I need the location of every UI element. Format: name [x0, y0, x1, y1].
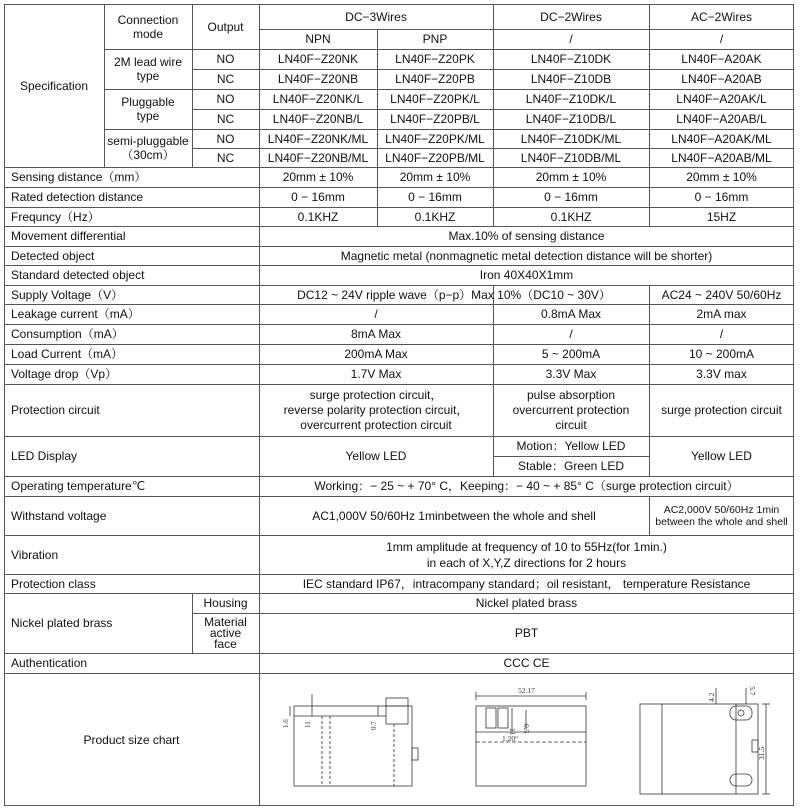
dim-label: 1.20°: [502, 734, 519, 743]
header-output: Output: [207, 19, 244, 34]
header-ac2: AC−2Wires: [690, 9, 752, 24]
row-label-protection: Protection circuit: [11, 403, 100, 417]
dim-label: 11: [304, 721, 312, 728]
header-npn: NPN: [305, 32, 331, 46]
dim-label: 31.5: [757, 746, 766, 760]
model-cell: LN40F−Z20PK/L: [390, 92, 480, 106]
value-cell: 3.3V max: [696, 367, 747, 381]
value-cell: Max.10% of sensing distance: [448, 229, 605, 243]
value-cell: Yellow LED: [345, 449, 407, 463]
header-dc2-sub: /: [569, 32, 573, 46]
header-dc3: DC−3Wires: [345, 9, 407, 24]
row-label-temperature: Operating temperature℃: [11, 479, 146, 493]
model-cell: LN40F−Z20PK/ML: [385, 131, 485, 146]
value-cell: PBT: [514, 626, 539, 640]
model-cell: LN40F−Z20PK: [395, 52, 475, 66]
side-view-drawing: [282, 684, 432, 796]
material-label: Material active face: [204, 614, 247, 651]
dim-label: 5.7: [748, 686, 757, 696]
dim-label: 11: [508, 728, 517, 736]
value-cell: 2mA max: [696, 307, 747, 321]
dim-label: 0.7: [370, 721, 378, 730]
value-cell: 20mm ± 10%: [282, 170, 354, 184]
row-label-frequency: Frequncy（Hz）: [11, 209, 100, 224]
top-view-drawing: [466, 684, 601, 796]
row-label-standard: Standard detected object: [11, 268, 145, 282]
row-label-consumption: Consumption（mA）: [11, 327, 124, 341]
value-cell: DC12 ~ 24V ripple wave（p−p）Max 10%（DC10 ~ 30V）: [297, 287, 611, 302]
value-cell: 15HZ: [706, 209, 737, 224]
value-cell: 0.1KHZ: [414, 209, 456, 224]
model-cell: LN40F−A20AB/L: [676, 112, 767, 126]
value-cell: /: [719, 327, 724, 341]
row-label-load: Load Current（mA）: [11, 347, 124, 361]
value-cell: 0 − 16mm: [544, 190, 598, 204]
row-label-voltage-drop: Voltage drop（Vp）: [11, 367, 118, 381]
spec-label: Specification: [19, 78, 89, 93]
row-label-nickel: Nickel plated brass: [11, 616, 113, 630]
row-label-rated: Rated detection distance: [11, 190, 144, 204]
dim-label: 0.5: [522, 724, 531, 734]
output-cell: NO: [216, 52, 235, 66]
model-cell: LN40F−Z20PB/ML: [385, 150, 485, 165]
value-cell: 0.1KHZ: [550, 209, 592, 224]
value-cell: 0 − 16mm: [694, 190, 749, 204]
row-label-protection-class: Protection class: [11, 576, 96, 591]
mode-semi-pluggable: semi-pluggable （30cm）: [107, 134, 189, 162]
output-cell: NO: [216, 92, 235, 106]
value-cell: 5 ~ 200mA: [541, 347, 601, 361]
value-cell: 1.7V Max: [350, 367, 402, 381]
output-cell: NC: [216, 112, 235, 126]
value-cell: 0 − 16mm: [291, 190, 345, 204]
model-cell: LN40F−A20AB/ML: [671, 150, 772, 165]
value-cell: pulse absorption overcurrent protection circuit: [512, 387, 630, 432]
value-cell: Nickel plated brass: [475, 596, 578, 610]
model-cell: LN40F−Z20NK/L: [272, 92, 364, 106]
value-cell: AC1,000V 50/60Hz 1minbetween the whole and shell: [312, 508, 596, 523]
model-cell: LN40F−Z20NB/ML: [267, 150, 369, 165]
value-cell: Magnetic metal (nonmagnetic metal detection distance will be shorter): [340, 248, 713, 263]
header-connection-mode: Connection mode: [117, 12, 179, 41]
row-label-detected: Detected object: [11, 248, 95, 263]
specification-table: [4, 4, 794, 806]
value-cell: Yellow LED: [691, 449, 752, 463]
housing-label: Housing: [203, 596, 248, 610]
model-cell: LN40F−A20AK/ML: [671, 131, 772, 146]
dim-label: 52.17: [518, 686, 535, 695]
value-cell: surge protection circuit: [661, 403, 782, 417]
value-cell: 200mA Max: [344, 347, 408, 361]
model-cell: LN40F−Z10DK: [530, 52, 612, 66]
row-label-supply: Supply Voltage（V）: [11, 287, 124, 302]
mode-pluggable: Pluggable type: [121, 95, 175, 123]
row-label-authentication: Authentication: [11, 656, 88, 670]
model-cell: LN40F−Z10DB/ML: [520, 150, 622, 165]
value-cell: 0.1KHZ: [297, 209, 339, 224]
header-dc2: DC−2Wires: [540, 9, 602, 24]
model-cell: LN40F−A20AK: [681, 52, 762, 66]
front-view-drawing: [634, 676, 784, 800]
model-cell: LN40F−Z10DB: [530, 72, 612, 86]
value-cell: /: [374, 307, 378, 321]
model-cell: LN40F−Z10DB/L: [525, 112, 617, 126]
value-cell: 20mm ± 10%: [535, 170, 607, 184]
row-label-size-chart: Product size chart: [83, 732, 180, 747]
model-cell: LN40F−Z10DK/ML: [520, 131, 622, 146]
value-cell: 3.3V Max: [545, 367, 597, 381]
model-cell: LN40F−Z10DK/L: [525, 92, 617, 106]
value-cell: /: [569, 327, 573, 341]
value-cell: Iron 40X40X1mm: [479, 268, 574, 282]
value-cell: AC24 ~ 240V 50/60Hz: [661, 287, 782, 302]
model-cell: LN40F−Z20PB: [395, 72, 475, 86]
value-cell: Motion：Yellow LED: [516, 439, 626, 453]
model-cell: LN40F−Z20NB/L: [272, 112, 364, 126]
model-cell: LN40F−Z20NK: [277, 52, 359, 66]
model-cell: LN40F−Z20NB: [277, 72, 359, 86]
value-cell: 0 − 16mm: [408, 190, 462, 204]
output-cell: NC: [216, 150, 235, 165]
row-label-leakage: Leakage current（mA）: [11, 307, 140, 321]
model-cell: LN40F−Z20PB/L: [390, 112, 480, 126]
header-ac2-sub: /: [719, 32, 724, 46]
row-label-vibration: Vibration: [11, 547, 59, 562]
value-cell: Stable：Green LED: [517, 459, 625, 473]
value-cell: Working：− 25 ~ + 70° C，Keeping：− 40 ~ + 85° C（surge protection circuit）: [314, 479, 739, 493]
value-cell: AC2,000V 50/60Hz 1min between the whole and shell: [655, 503, 788, 528]
value-cell: 20mm ± 10%: [399, 170, 471, 184]
dim-label: 4.2: [707, 692, 716, 702]
value-cell: 1mm amplitude at frequency of 10 to 55Hz(for 1min.) in each of X,Y,Z directions for 2 hours: [386, 539, 667, 570]
output-cell: NC: [216, 72, 235, 86]
row-label-movement: Movement differential: [11, 229, 126, 243]
value-cell: surge protection circuit， reverse polarity protection circuit， overcurrent protection circuit: [283, 387, 469, 432]
value-cell: 0.8mA Max: [540, 307, 602, 321]
model-cell: LN40F−Z20NK/ML: [267, 131, 369, 146]
value-cell: 10 ~ 200mA: [688, 347, 755, 361]
dim-label: 1.6: [282, 719, 290, 728]
row-label-sensing: Sensing distance（mm）: [11, 170, 147, 184]
model-cell: LN40F−A20AB: [681, 72, 762, 86]
value-cell: 8mA Max: [350, 327, 401, 341]
row-label-led: LED Display: [11, 449, 78, 463]
model-cell: LN40F−A20AK/L: [676, 92, 767, 106]
header-pnp: PNP: [422, 32, 448, 46]
row-label-withstand: Withstand voltage: [11, 508, 107, 523]
value-cell: IEC standard IP67，intracompany standard；oil resistant， temperature Resistance: [302, 576, 751, 591]
mode-lead-wire: 2M lead wire type: [113, 55, 183, 83]
output-cell: NO: [216, 131, 235, 146]
value-cell: CCC CE: [503, 656, 550, 670]
value-cell: 20mm ± 10%: [686, 170, 757, 184]
